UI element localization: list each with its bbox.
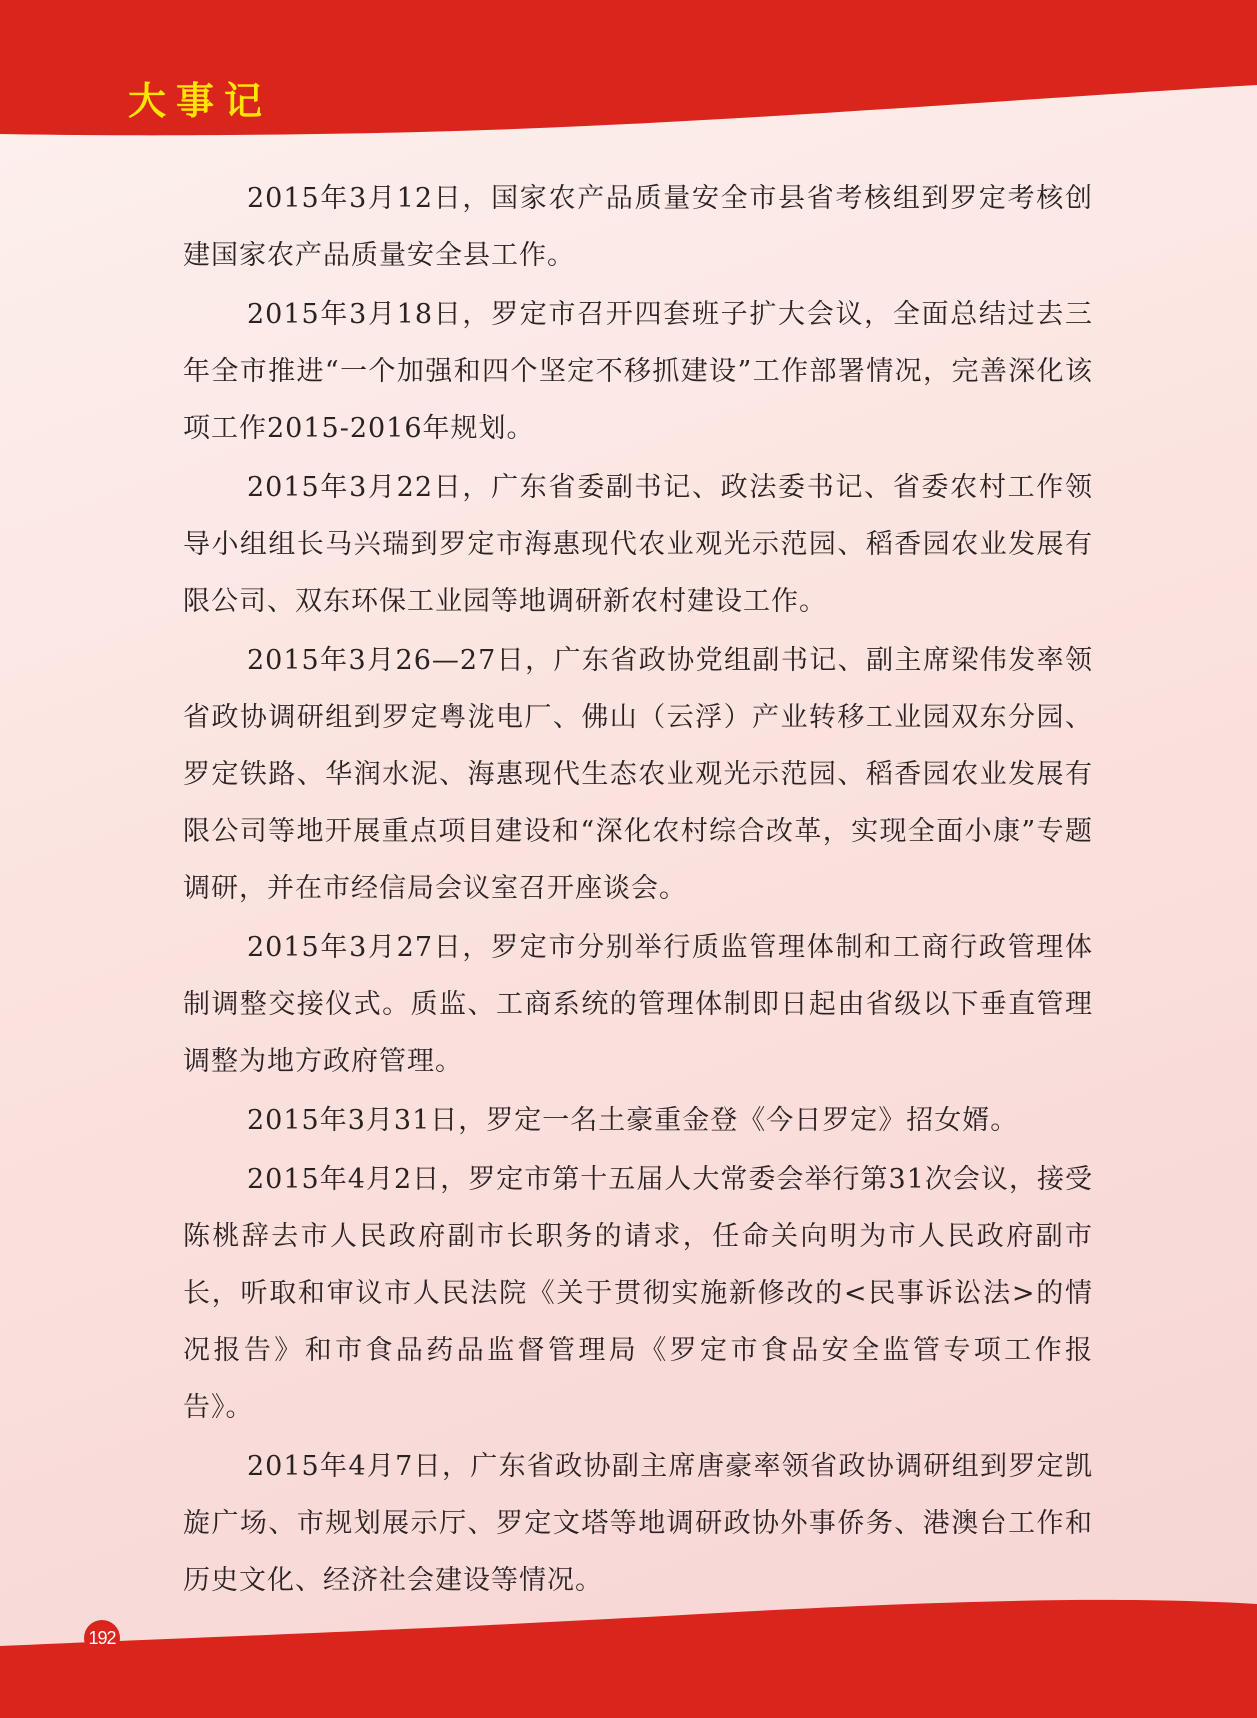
section-title: 大事记 — [128, 79, 273, 123]
chronicle-entry: 2015年3月18日，罗定市召开四套班子扩大会议，全面总结过去三年全市推进“一个加强和四个坚定不移抓建设”工作部署情况，完善深化该项工作2015-2016年规划。 — [183, 299, 1093, 444]
chronicle-entries — [183, 170, 1093, 1611]
chronicle-entry: 2015年3月31日，罗定一名土豪重金登《今日罗定》招女婿。 — [247, 1105, 1019, 1136]
chronicle-entry: 2015年4月2日，罗定市第十五届人大常委会举行第31次会议，接受陈桃辞去市人民政府副市长职务的请求，任命关向明为市人民政府副市长，听取和审议市人民法院《关于贯彻实施新修改的<民事诉讼法>的情况报告》和市食品药品监督管理局《罗定市食品安全监管专项工作报告》。 — [183, 1164, 1093, 1423]
chronicle-entry: 2015年3月22日，广东省委副书记、政法委书记、省委农村工作领导小组组长马兴瑞到罗定市海惠现代农业观光示范园、稻香园农业发展有限公司、双东环保工业园等地调研新农村建设工作。 — [183, 472, 1093, 617]
chronicle-entry: 2015年3月27日，罗定市分别举行质监管理体制和工商行政管理体制调整交接仪式。质监、工商系统的管理体制即日起由省级以下垂直管理调整为地方政府管理。 — [183, 932, 1093, 1077]
chronicle-entry: 2015年3月12日，国家农产品质量安全市县省考核组到罗定考核创建国家农产品质量安全县工作。 — [183, 183, 1093, 271]
chronicle-entry: 2015年3月26—27日，广东省政协党组副书记、副主席梁伟发率领省政协调研组到罗定粤泷电厂、佛山（云浮）产业转移工业园双东分园、罗定铁路、华润水泥、海惠现代生态农业观光示范园、稻香园农业发展有限公司等地开展重点项目建设和“深化农村综合改革，实现全面小康”专题调研，并在市经信局会议室召开座谈会。 — [183, 645, 1093, 904]
bottom-red-wave-band — [0, 1590, 1257, 1718]
chronicle-entry: 2015年4月7日，广东省政协副主席唐豪率领省政协调研组到罗定凯旋广场、市规划展示厅、罗定文塔等地调研政协外事侨务、港澳台工作和历史文化、经济社会建设等情况。 — [183, 1451, 1093, 1596]
page-number-badge: 192 — [84, 1620, 120, 1656]
